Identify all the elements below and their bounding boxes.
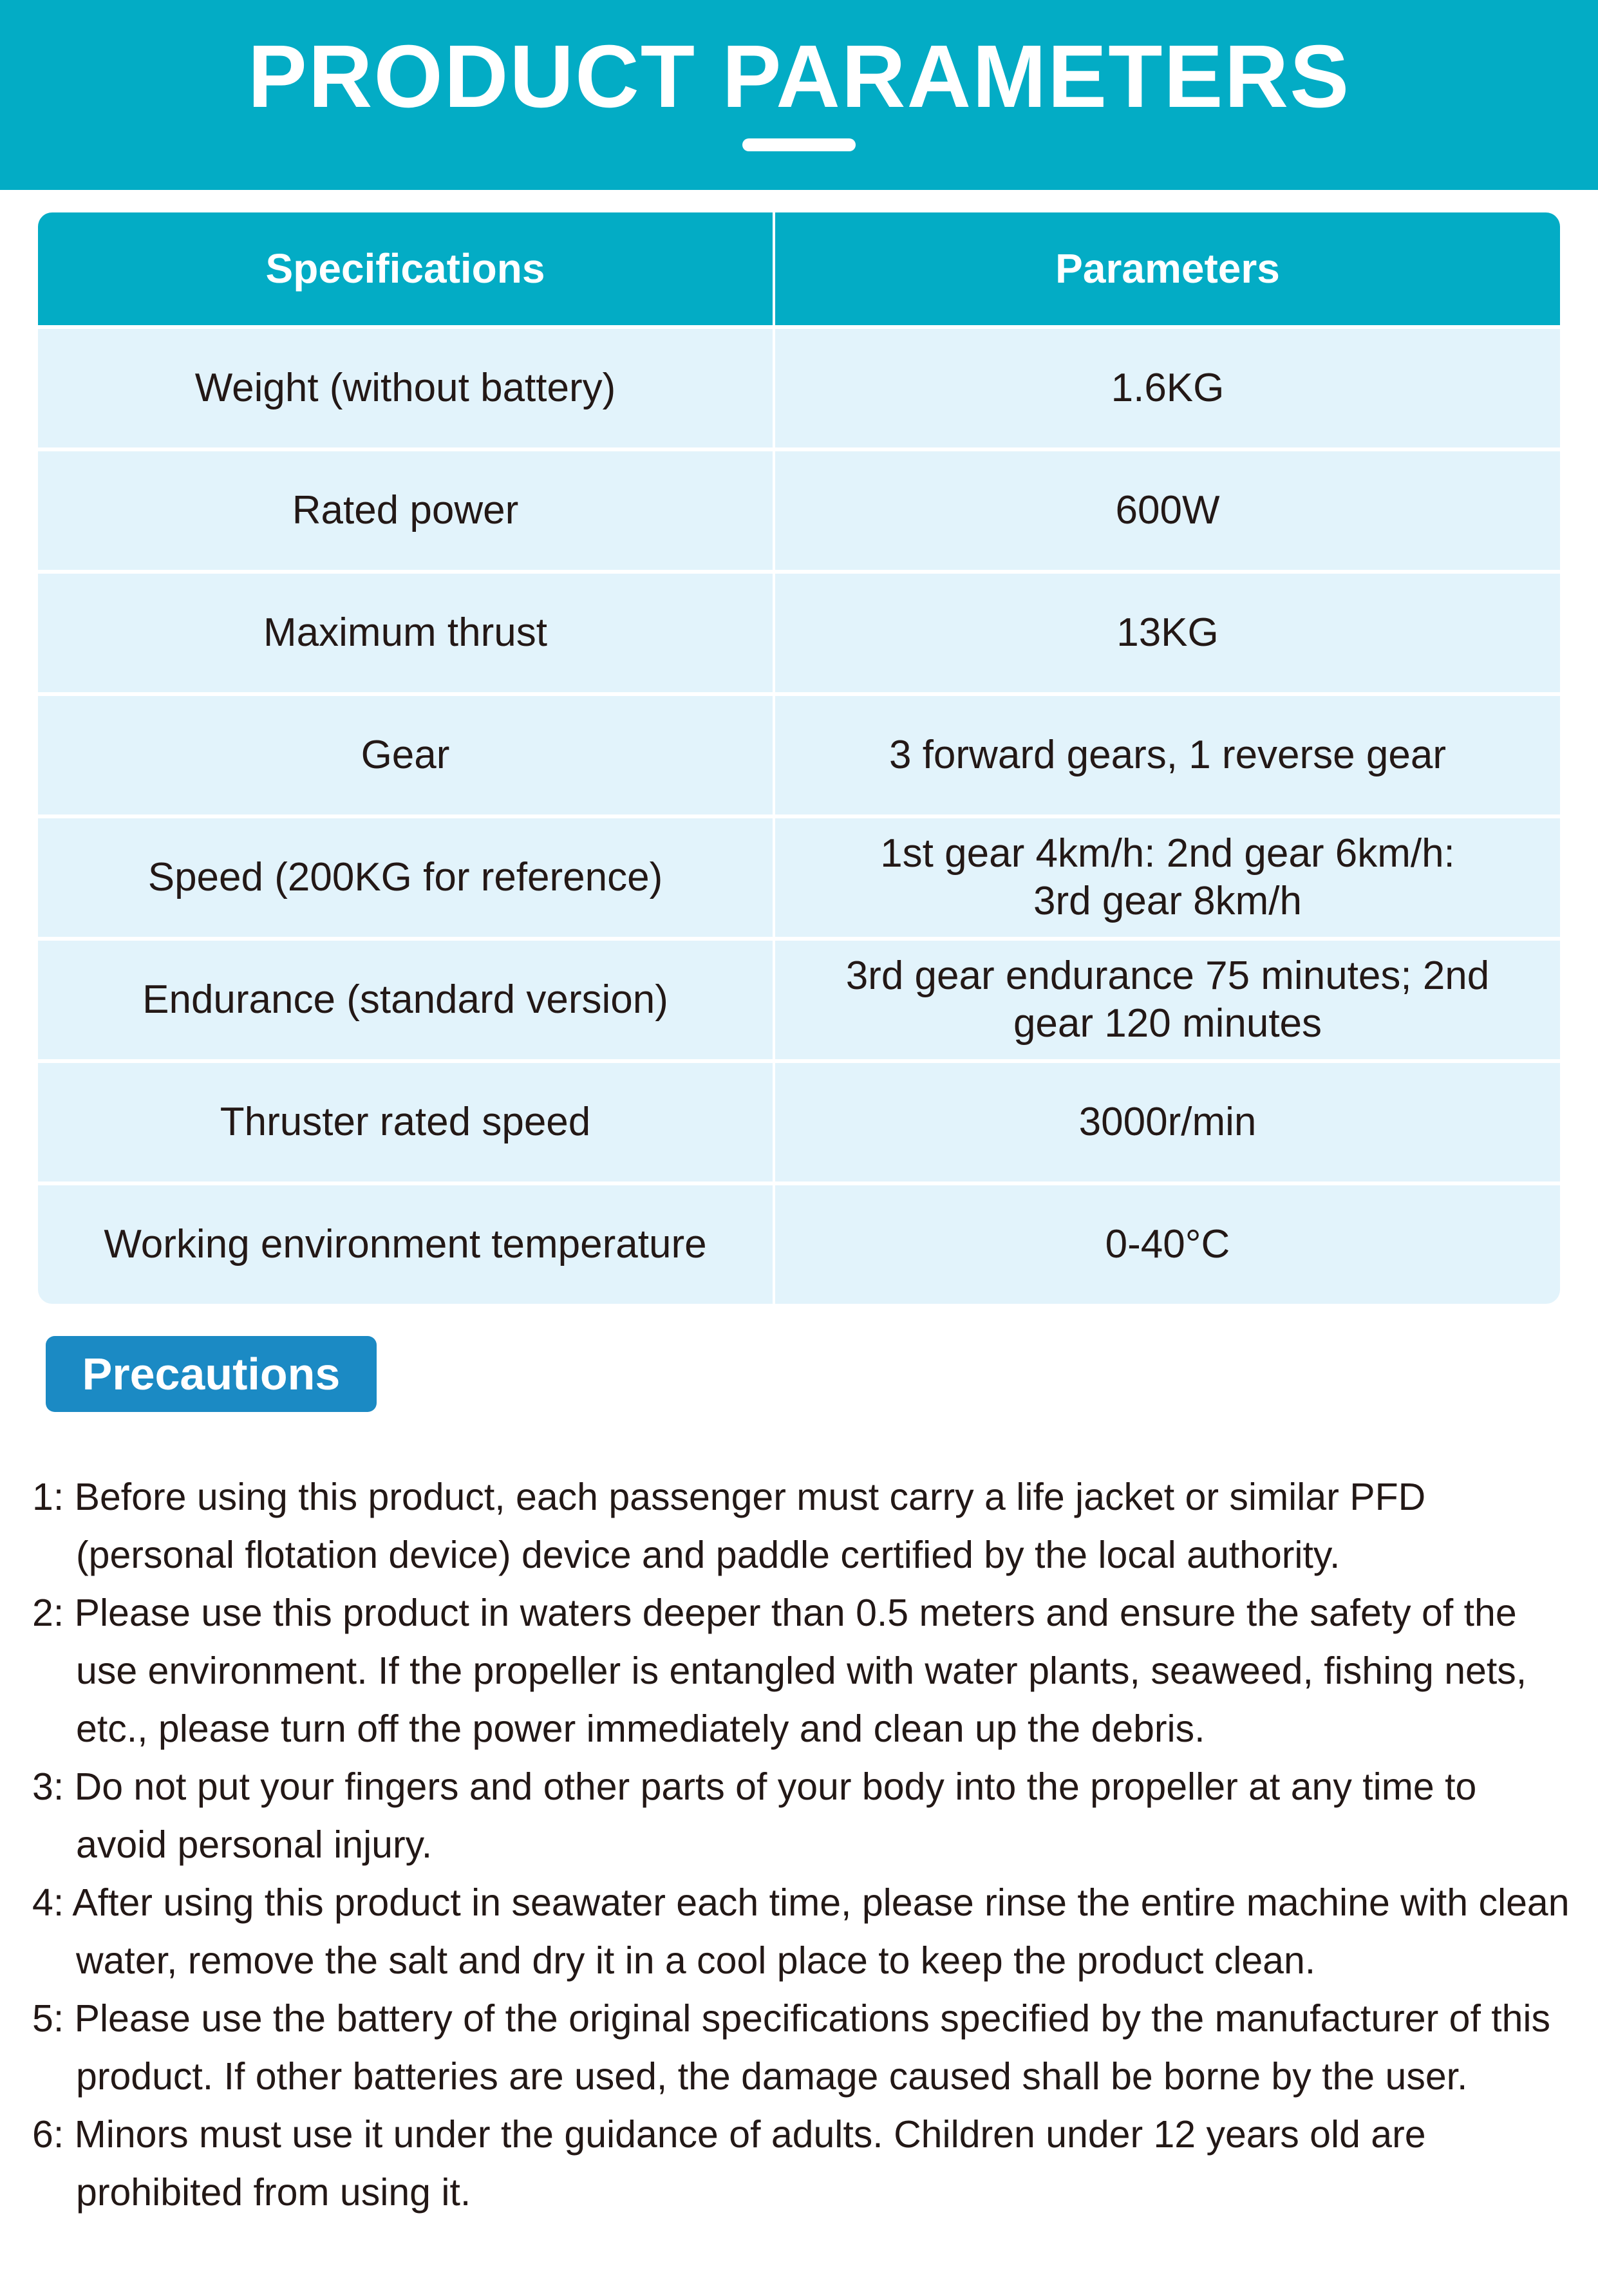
spec-cell: Speed (200KG for reference)	[38, 818, 773, 937]
param-cell: 3rd gear endurance 75 minutes; 2nd gear 120 minutes	[775, 941, 1560, 1059]
precautions-heading: Precautions	[46, 1336, 377, 1412]
list-item: 3: Do not put your fingers and other parts of your body into the propeller at any time to avoid personal injury.	[32, 1765, 1477, 1866]
table-row	[38, 692, 1560, 814]
precautions-list	[32, 1468, 1577, 2221]
param-cell: 600W	[775, 451, 1560, 570]
header-banner	[0, 0, 1598, 190]
table-row	[38, 937, 1560, 1059]
column-header-specifications: Specifications	[38, 212, 773, 325]
column-header-parameters: Parameters	[775, 212, 1560, 325]
spec-cell: Maximum thrust	[38, 574, 773, 692]
parameters-table	[38, 212, 1560, 1304]
table-row	[38, 447, 1560, 570]
spec-cell: Weight (without battery)	[38, 329, 773, 447]
table-header	[38, 212, 1560, 325]
table-row	[38, 814, 1560, 937]
spec-cell: Rated power	[38, 451, 773, 570]
param-cell: 3000r/min	[775, 1063, 1560, 1181]
list-item: 4: After using this product in seawater each time, please rinse the entire machine with clean water, remove the salt and dry it in a cool place to keep the product clean.	[32, 1881, 1570, 1982]
param-cell: 3 forward gears, 1 reverse gear	[775, 696, 1560, 814]
spec-cell: Working environment temperature	[38, 1185, 773, 1304]
param-cell: 0-40°C	[775, 1185, 1560, 1304]
spec-cell: Thruster rated speed	[38, 1063, 773, 1181]
page-title: PRODUCT PARAMETERS	[247, 27, 1351, 126]
table-row	[38, 325, 1560, 447]
table-row	[38, 1181, 1560, 1304]
title-underline	[742, 138, 856, 151]
list-item: 5: Please use the battery of the original specifications specified by the manufacturer of this product. If other batteries are used, the damage caused shall be borne by the user.	[32, 1997, 1551, 2098]
spec-cell: Gear	[38, 696, 773, 814]
list-item: 2: Please use this product in waters deeper than 0.5 meters and ensure the safety of the use environment. If the propeller is entangled with water plants, seaweed, fishing nets, etc., please turn off the power immediately and clean up the debris.	[32, 1592, 1527, 1750]
list-item: 1: Before using this product, each passenger must carry a life jacket or similar PFD (personal flotation device) device and paddle certified by the local authority.	[32, 1476, 1426, 1576]
param-cell: 1st gear 4km/h: 2nd gear 6km/h: 3rd gear 8km/h	[775, 818, 1560, 937]
spec-cell: Endurance (standard version)	[38, 941, 773, 1059]
table-row	[38, 570, 1560, 692]
list-item: 6: Minors must use it under the guidance of adults. Children under 12 years old are prohibited from using it.	[32, 2113, 1426, 2214]
param-cell: 13KG	[775, 574, 1560, 692]
table-row	[38, 1059, 1560, 1181]
param-cell: 1.6KG	[775, 329, 1560, 447]
